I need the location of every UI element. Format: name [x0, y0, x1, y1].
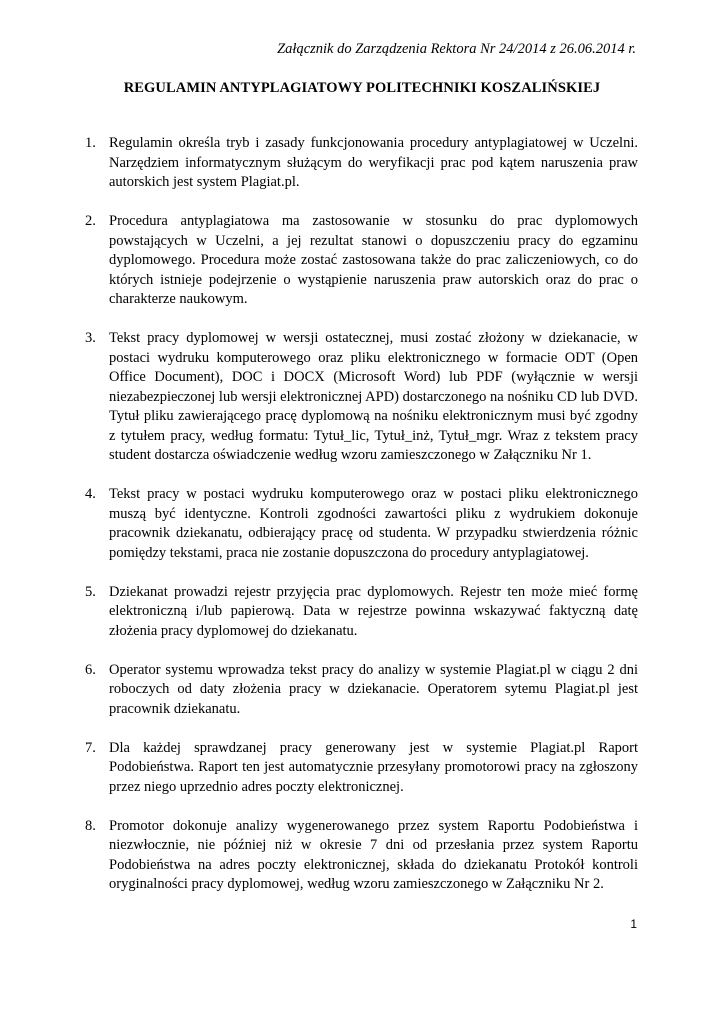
- attachment-note: Załącznik do Zarządzenia Rektora Nr 24/2014 z 26.06.2014 r.: [277, 41, 636, 57]
- clause-3: [85, 329, 638, 466]
- clause-text: Dla każdej sprawdzanej pracy generowany jest w systemie Plagiat.pl Raport Podobieństwa. Raport ten jest automatycznie przesyłany promotorowi pracy na zgłoszony przez niego uprzednio adres poczty elektronicznej.: [109, 739, 638, 795]
- clause-number: 2.: [85, 213, 96, 229]
- document-title: REGULAMIN ANTYPLAGIATOWY POLITECHNIKI KOSZALIŃSKIEJ: [123, 80, 601, 96]
- clause-number: 5.: [85, 583, 96, 600]
- clause-text: Tekst pracy w postaci wydruku komputerowego oraz w postaci pliku elektronicznego muszą być identyczne. Kontroli zgodności zawartości pliku z wydrukiem dokonuje pracownik dziekanatu, odbierający pracę od studenta. W przypadku stwierdzenia różnic pomiędzy tekstami, praca nie zostanie dopuszczona do procedury antyplagiatowej.: [109, 486, 638, 561]
- clause-number: 8.: [85, 817, 96, 834]
- clause-number: 1.: [85, 135, 96, 151]
- clause-text: Regulamin określa tryb i zasady funkcjonowania procedury antyplagiatowej w Uczelni. Narzędziem informatycznym służącym do weryfikacji prac pod kątem naruszenia praw autorskich jest system Plagiat.pl.: [109, 135, 638, 190]
- clause-text: Promotor dokonuje analizy wygenerowanego przez system Raportu Podobieństwa i niezwłocznie, nie później niż w okresie 7 dni od przesłania przez system Raportu Podobieństwa na adres poczty elektronicznej, składa do dziekanatu Protokół kontroli oryginalności pracy dyplomowej, według wzoru zamieszczonego w Załączniku Nr 2.: [109, 817, 638, 892]
- clause-4: [85, 485, 638, 563]
- clause-2: [85, 212, 638, 310]
- clause-text: Tekst pracy dyplomowej w wersji ostatecznej, musi zostać złożony w dziekanacie, w postaci wydruku komputerowego oraz pliku elektronicznego w formacie ODT (Open Office Document), DOC i DOCX (Microsoft Word) lub PDF (wyłącznie w wersji niezabezpieczonej lub wersji elektronicznej APD) dostarczonego na nośniku CD lub DVD. Tytuł pliku zawierającego pracę dyplomową na nośniku elektronicznym musi być zgodny z tytułem pracy, według formatu: Tytuł_lic, Tytuł_inż, Tytuł_mgr. Wraz z tekstem pracy student dostarcza oświadczenie według wzoru zamieszczonego w Załączniku Nr 1.: [109, 330, 638, 463]
- clause-6: [85, 661, 638, 720]
- page-number: 1: [630, 917, 637, 931]
- clause-text: Procedura antyplagiatowa ma zastosowanie w stosunku do prac dyplomowych powstających w Uczelni, a jej rezultat stanowi o dopuszczeniu pracy do egzaminu dyplomowego. Procedura może zostać zastosowana także do prac zaliczeniowych, co do których istnieje podejrzenie o wystąpienie naruszenia praw autorskich oraz do prac o charakterze naukowym.: [109, 213, 638, 307]
- clause-7: [85, 739, 638, 798]
- clause-1: [85, 134, 638, 193]
- clause-text: Dziekanat prowadzi rejestr przyjęcia prac dyplomowych. Rejestr ten może mieć formę elektroniczną i/lub papierową. Data w rejestrze powinna wskazywać faktyczną datę złożenia pracy dyplomowej do dziekanatu.: [109, 583, 638, 639]
- clause-list: [85, 134, 638, 914]
- clause-5: [85, 583, 638, 642]
- clause-number: 6.: [85, 661, 96, 678]
- clause-8: [85, 817, 638, 895]
- clause-number: 4.: [85, 486, 96, 502]
- clause-number: 7.: [85, 739, 96, 756]
- clause-text: Operator systemu wprowadza tekst pracy do analizy w systemie Plagiat.pl w ciągu 2 dni roboczych od daty złożenia pracy w dziekanacie. Operatorem sytemu Plagiat.pl jest pracownik dziekanatu.: [109, 661, 638, 717]
- clause-number: 3.: [85, 330, 96, 346]
